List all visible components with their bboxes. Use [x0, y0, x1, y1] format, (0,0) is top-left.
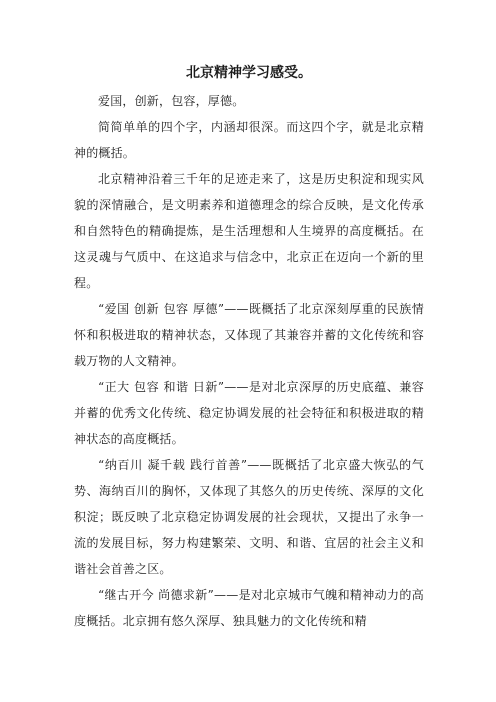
paragraph-6: “纳百川 凝千载 践行首善”——既概括了北京盛大恢弘的气势、海纳百川的胸怀，又体现了其悠久的历史传统、深厚的文化积淀；既反映了北京稳定协调发展的社会现状，又提出了永争一流的发展目标，努力构建繁荣、文明、和谐、宜居的社会主义和谐社会首善之区。 — [74, 458, 424, 576]
paragraph-3: 北京精神沿着三千年的足迹走来了，这是历史积淀和现实风貌的深情融合，是文明素养和道德理念的综合反映，是文化传承和自然特色的精确提炼，是生活理想和人生境界的高度概括。在这灵魂与气质中、在这追求与信念中，北京正在迈向一个新的里程。 — [74, 172, 424, 290]
document-title: 北京精神学习感受。 — [186, 65, 312, 81]
paragraph-2: 简简单单的四个字，内涵却很深。而这四个字，就是北京精神的概括。 — [74, 120, 424, 160]
paragraph-5: “正大 包容 和谐 日新”——是对北京深厚的历史底蕴、兼容并蓄的优秀文化传统、稳定协调发展的社会特征和积极进取的精神状态的高度概括。 — [74, 380, 424, 446]
paragraph-4: “爱国 创新 包容 厚德”——既概括了北京深刻厚重的民族情怀和积极进取的精神状态，又体现了其兼容并蓄的文化传统和容载万物的人文精神。 — [74, 302, 424, 368]
document-page — [74, 62, 424, 634]
paragraph-7: “继古开今 尚德求新”——是对北京城市气魄和精神动力的高度概括。北京拥有悠久深厚、独具魅力的文化传统和精 — [74, 588, 424, 628]
paragraph-1: 爱国，创新，包容，厚德。 — [98, 94, 245, 108]
